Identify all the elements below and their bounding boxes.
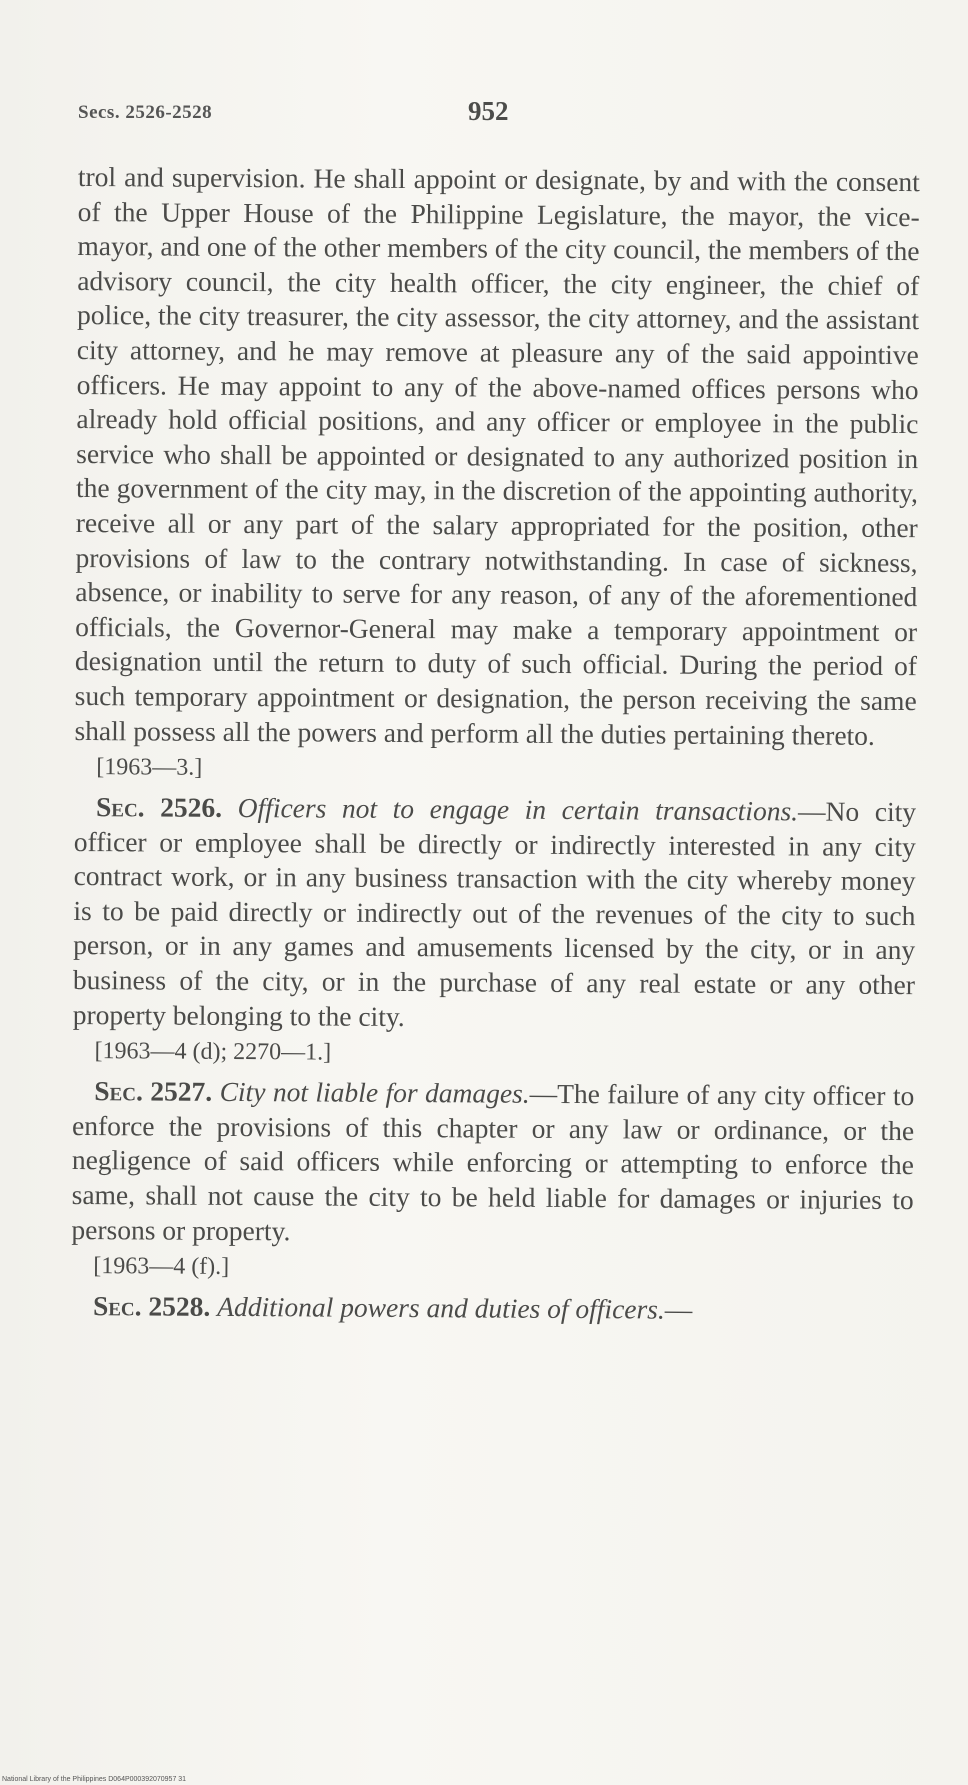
citation: [1963—4 (d); 2270—1.] [94,1038,332,1066]
section-2526 [73,790,916,1037]
page-number: 952 [468,96,509,126]
paragraph-continuation: trol and supervision. He shall appoint or designate, by and with the consent of the Upper House of the Philippine Legislature, the mayor, the vice-mayor, and one of the other members of the city council, the members of the advisory council, the city health officer, the city engineer, the chief of police, the city treasurer, the city assessor, the city attorney, and the assistant city attorney, and he may remove at pleasure any of the said appointive officers. He may appoint to any of the above-named offices persons who already hold official positions, and any officer or employee in the public service who shall be appointed or designated to any authorized position in the government of the city may, in the discretion of the appointing authority, receive all or any part of the salary appropriated for the position, other provisions of law to the contrary notwithstanding. In case of sickness, absence, or inability to serve for any reason, of any of the aforementioned officials, the Governor-General may make a temporary appointment or designation until the return to duty of such official. During the period of such temporary appointment or designation, the person receiving the same shall possess all the powers and perform all the duties pertaining thereto. [74,160,920,751]
section-text: — [664,1293,693,1325]
running-head [78,96,918,130]
section-2528 [71,1289,913,1329]
section-2527 [71,1074,914,1252]
section-text: —No city officer or employee shall be directly or indirectly interested in any city contract work, or in any business transaction with the city whereby money is to be paid directly or indirectly out of the revenues of the city to such person, or in any games and amusements licensed by the city, or in any business of the city, or in the purchase of any real estate or any other property belonging to the city. [72,795,917,1032]
body-text [71,160,920,1329]
citation: [1963—3.] [96,754,203,781]
section-catchline: Additional powers and duties of officers. [217,1291,665,1325]
section-label: Sec. 2528. [92,1290,211,1323]
section-text: —The failure of any city officer to enforce the provisions of this chapter or any law or ordinance, or the negligence of said officers while enforcing or attempting to enforce the same, shall not cause the city to be held liable for damages or injuries to persons or property. [71,1078,915,1246]
section-catchline: City not liable for damages. [219,1076,530,1110]
section-catchline: Officers not to engage in certain transactions. [237,792,799,827]
section-label: Sec. 2527. [94,1075,213,1108]
section-range: Secs. 2526-2528 [78,102,213,123]
section-label: Sec. 2526. [95,791,223,823]
citation: [1963—4 (f).] [93,1253,230,1281]
scan-footer-mark: National Library of the Philippines D064P000392070957 31 [2,1776,187,1783]
